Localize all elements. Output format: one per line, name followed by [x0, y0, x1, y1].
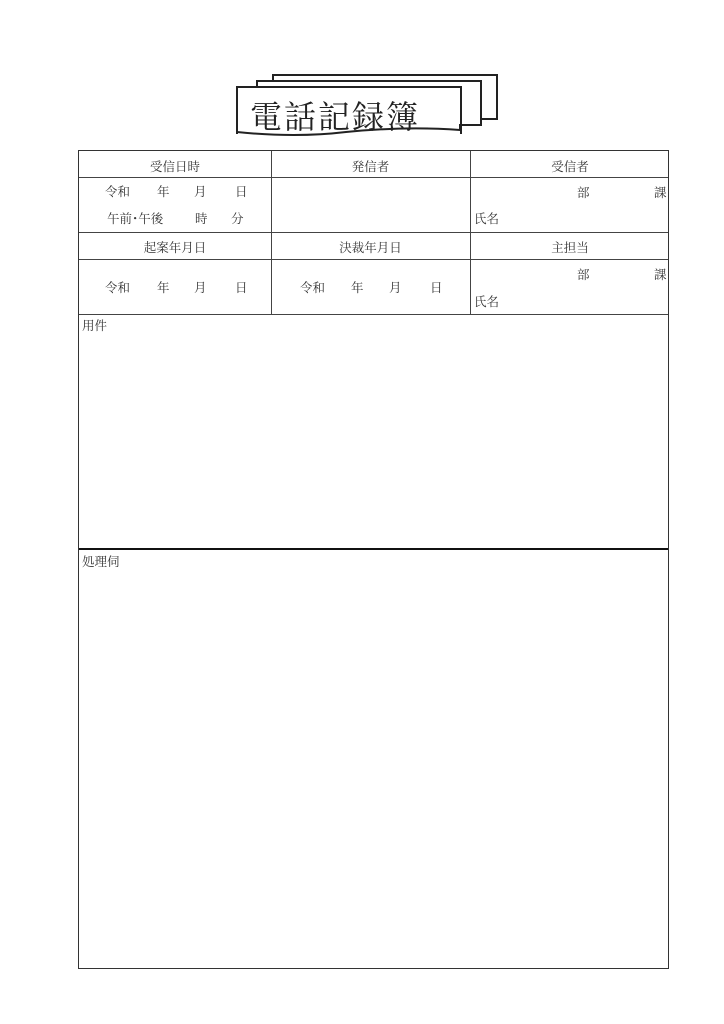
ampm-label: 午前･午後	[107, 211, 164, 226]
action-label: 処理伺	[82, 554, 120, 569]
month-label: 月	[194, 184, 207, 199]
divider	[79, 232, 668, 233]
day-label: 日	[235, 280, 248, 295]
dept-label: 部	[577, 267, 590, 282]
year-label: 年	[351, 280, 364, 295]
caller-field[interactable]	[272, 178, 470, 232]
section-label: 課	[654, 185, 667, 200]
title-banner	[236, 74, 498, 140]
phone-record-form	[78, 150, 669, 969]
day-label: 日	[235, 184, 248, 199]
name-label: 氏名	[474, 211, 500, 226]
name-label: 氏名	[474, 294, 500, 309]
header-receiver: 受信者	[551, 159, 589, 174]
divider	[271, 151, 272, 314]
era-label: 令和	[300, 280, 326, 295]
header-main-person: 主担当	[551, 240, 589, 255]
minute-label: 分	[231, 211, 244, 226]
header-draft-date: 起案年月日	[143, 240, 207, 255]
subject-label: 用件	[82, 318, 108, 333]
header-approval-date: 決裁年月日	[339, 240, 402, 255]
year-label: 年	[157, 184, 170, 199]
subject-area[interactable]	[79, 315, 670, 548]
era-label: 令和	[105, 184, 131, 199]
divider	[470, 151, 471, 314]
month-label: 月	[194, 280, 207, 295]
dept-label: 部	[577, 185, 590, 200]
header-received-datetime: 受信日時	[149, 159, 200, 174]
day-label: 日	[430, 280, 443, 295]
header-caller: 発信者	[351, 159, 390, 174]
page-title: 電話記録簿	[250, 98, 421, 136]
divider	[79, 259, 668, 260]
section-label: 課	[654, 267, 667, 282]
era-label: 令和	[105, 280, 131, 295]
year-label: 年	[157, 280, 170, 295]
hour-label: 時	[195, 211, 208, 226]
month-label: 月	[389, 280, 402, 295]
action-area[interactable]	[79, 550, 670, 968]
